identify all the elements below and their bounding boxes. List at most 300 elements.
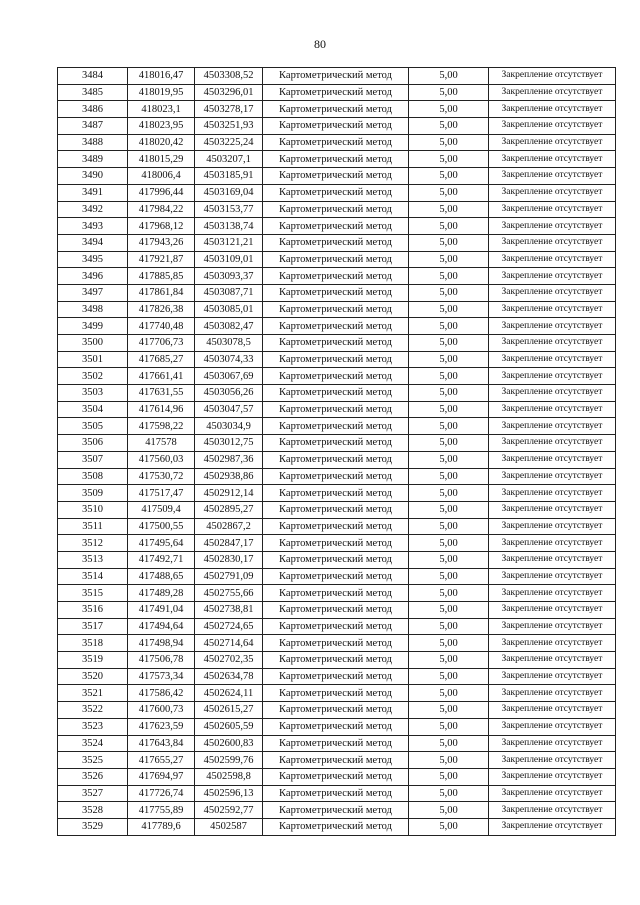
x-coordinate-cell: 417706,73 xyxy=(128,335,195,352)
x-coordinate-cell: 417921,87 xyxy=(128,251,195,268)
table-row xyxy=(58,201,616,218)
method-cell: Картометрический метод xyxy=(263,585,409,602)
accuracy-cell: 5,00 xyxy=(409,785,489,802)
fixation-cell: Закрепление отсутствует xyxy=(489,251,616,268)
fixation-cell: Закрепление отсутствует xyxy=(489,501,616,518)
x-coordinate-cell: 417500,55 xyxy=(128,518,195,535)
table-row xyxy=(58,218,616,235)
table-row xyxy=(58,351,616,368)
x-coordinate-cell: 417655,27 xyxy=(128,752,195,769)
accuracy-cell: 5,00 xyxy=(409,768,489,785)
y-coordinate-cell: 4502605,59 xyxy=(195,718,263,735)
point-number-cell: 3527 xyxy=(58,785,128,802)
table-row xyxy=(58,718,616,735)
y-coordinate-cell: 4503251,93 xyxy=(195,118,263,135)
point-number-cell: 3515 xyxy=(58,585,128,602)
y-coordinate-cell: 4502724,65 xyxy=(195,618,263,635)
y-coordinate-cell: 4503308,52 xyxy=(195,68,263,85)
method-cell: Картометрический метод xyxy=(263,251,409,268)
fixation-cell: Закрепление отсутствует xyxy=(489,635,616,652)
table-row xyxy=(58,635,616,652)
method-cell: Картометрический метод xyxy=(263,702,409,719)
method-cell: Картометрический метод xyxy=(263,118,409,135)
fixation-cell: Закрепление отсутствует xyxy=(489,101,616,118)
table-row xyxy=(58,551,616,568)
method-cell: Картометрический метод xyxy=(263,301,409,318)
table-row xyxy=(58,168,616,185)
point-number-cell: 3505 xyxy=(58,418,128,435)
accuracy-cell: 5,00 xyxy=(409,301,489,318)
x-coordinate-cell: 417755,89 xyxy=(128,802,195,819)
y-coordinate-cell: 4502624,11 xyxy=(195,685,263,702)
fixation-cell: Закрепление отсутствует xyxy=(489,218,616,235)
x-coordinate-cell: 417826,38 xyxy=(128,301,195,318)
fixation-cell: Закрепление отсутствует xyxy=(489,335,616,352)
x-coordinate-cell: 417885,85 xyxy=(128,268,195,285)
point-number-cell: 3484 xyxy=(58,68,128,85)
accuracy-cell: 5,00 xyxy=(409,818,489,835)
fixation-cell: Закрепление отсутствует xyxy=(489,318,616,335)
table-row xyxy=(58,568,616,585)
accuracy-cell: 5,00 xyxy=(409,284,489,301)
table-row xyxy=(58,501,616,518)
fixation-cell: Закрепление отсутствует xyxy=(489,685,616,702)
x-coordinate-cell: 417623,59 xyxy=(128,718,195,735)
y-coordinate-cell: 4503225,24 xyxy=(195,134,263,151)
y-coordinate-cell: 4502598,8 xyxy=(195,768,263,785)
point-number-cell: 3513 xyxy=(58,551,128,568)
point-number-cell: 3500 xyxy=(58,335,128,352)
accuracy-cell: 5,00 xyxy=(409,551,489,568)
point-number-cell: 3497 xyxy=(58,284,128,301)
method-cell: Картометрический метод xyxy=(263,385,409,402)
method-cell: Картометрический метод xyxy=(263,602,409,619)
point-number-cell: 3508 xyxy=(58,468,128,485)
point-number-cell: 3487 xyxy=(58,118,128,135)
method-cell: Картометрический метод xyxy=(263,685,409,702)
accuracy-cell: 5,00 xyxy=(409,652,489,669)
fixation-cell: Закрепление отсутствует xyxy=(489,84,616,101)
point-number-cell: 3528 xyxy=(58,802,128,819)
fixation-cell: Закрепление отсутствует xyxy=(489,351,616,368)
y-coordinate-cell: 4502596,13 xyxy=(195,785,263,802)
y-coordinate-cell: 4502587 xyxy=(195,818,263,835)
y-coordinate-cell: 4503082,47 xyxy=(195,318,263,335)
method-cell: Картометрический метод xyxy=(263,818,409,835)
x-coordinate-cell: 418023,1 xyxy=(128,101,195,118)
point-number-cell: 3488 xyxy=(58,134,128,151)
x-coordinate-cell: 417494,64 xyxy=(128,618,195,635)
table-row xyxy=(58,818,616,835)
accuracy-cell: 5,00 xyxy=(409,485,489,502)
accuracy-cell: 5,00 xyxy=(409,618,489,635)
y-coordinate-cell: 4502755,66 xyxy=(195,585,263,602)
x-coordinate-cell: 417661,41 xyxy=(128,368,195,385)
fixation-cell: Закрепление отсутствует xyxy=(489,551,616,568)
method-cell: Картометрический метод xyxy=(263,485,409,502)
method-cell: Картометрический метод xyxy=(263,368,409,385)
accuracy-cell: 5,00 xyxy=(409,218,489,235)
y-coordinate-cell: 4503278,17 xyxy=(195,101,263,118)
accuracy-cell: 5,00 xyxy=(409,418,489,435)
fixation-cell: Закрепление отсутствует xyxy=(489,468,616,485)
method-cell: Картометрический метод xyxy=(263,318,409,335)
y-coordinate-cell: 4503034,9 xyxy=(195,418,263,435)
point-number-cell: 3518 xyxy=(58,635,128,652)
fixation-cell: Закрепление отсутствует xyxy=(489,535,616,552)
fixation-cell: Закрепление отсутствует xyxy=(489,568,616,585)
point-number-cell: 3529 xyxy=(58,818,128,835)
method-cell: Картометрический метод xyxy=(263,501,409,518)
method-cell: Картометрический метод xyxy=(263,468,409,485)
accuracy-cell: 5,00 xyxy=(409,535,489,552)
y-coordinate-cell: 4502791,09 xyxy=(195,568,263,585)
method-cell: Картометрический метод xyxy=(263,535,409,552)
x-coordinate-cell: 417996,44 xyxy=(128,184,195,201)
accuracy-cell: 5,00 xyxy=(409,518,489,535)
y-coordinate-cell: 4503185,91 xyxy=(195,168,263,185)
accuracy-cell: 5,00 xyxy=(409,718,489,735)
point-number-cell: 3486 xyxy=(58,101,128,118)
x-coordinate-cell: 417495,64 xyxy=(128,535,195,552)
method-cell: Картометрический метод xyxy=(263,768,409,785)
y-coordinate-cell: 4503138,74 xyxy=(195,218,263,235)
point-number-cell: 3524 xyxy=(58,735,128,752)
x-coordinate-cell: 417614,96 xyxy=(128,401,195,418)
method-cell: Картометрический метод xyxy=(263,84,409,101)
table-row xyxy=(58,535,616,552)
table-row xyxy=(58,735,616,752)
table-row xyxy=(58,385,616,402)
point-number-cell: 3506 xyxy=(58,435,128,452)
point-number-cell: 3496 xyxy=(58,268,128,285)
x-coordinate-cell: 417498,94 xyxy=(128,635,195,652)
point-number-cell: 3503 xyxy=(58,385,128,402)
fixation-cell: Закрепление отсутствует xyxy=(489,802,616,819)
point-number-cell: 3502 xyxy=(58,368,128,385)
method-cell: Картометрический метод xyxy=(263,785,409,802)
y-coordinate-cell: 4503121,21 xyxy=(195,234,263,251)
table-row xyxy=(58,702,616,719)
point-number-cell: 3516 xyxy=(58,602,128,619)
point-number-cell: 3495 xyxy=(58,251,128,268)
table-row xyxy=(58,618,616,635)
fixation-cell: Закрепление отсутствует xyxy=(489,668,616,685)
point-number-cell: 3491 xyxy=(58,184,128,201)
fixation-cell: Закрепление отсутствует xyxy=(489,818,616,835)
method-cell: Картометрический метод xyxy=(263,134,409,151)
y-coordinate-cell: 4502847,17 xyxy=(195,535,263,552)
table-row xyxy=(58,284,616,301)
method-cell: Картометрический метод xyxy=(263,418,409,435)
fixation-cell: Закрепление отсутствует xyxy=(489,301,616,318)
fixation-cell: Закрепление отсутствует xyxy=(489,518,616,535)
method-cell: Картометрический метод xyxy=(263,652,409,669)
point-number-cell: 3522 xyxy=(58,702,128,719)
method-cell: Картометрический метод xyxy=(263,268,409,285)
method-cell: Картометрический метод xyxy=(263,718,409,735)
x-coordinate-cell: 417488,65 xyxy=(128,568,195,585)
y-coordinate-cell: 4502600,83 xyxy=(195,735,263,752)
x-coordinate-cell: 418019,95 xyxy=(128,84,195,101)
method-cell: Картометрический метод xyxy=(263,168,409,185)
x-coordinate-cell: 417861,84 xyxy=(128,284,195,301)
method-cell: Картометрический метод xyxy=(263,735,409,752)
fixation-cell: Закрепление отсутствует xyxy=(489,168,616,185)
point-number-cell: 3523 xyxy=(58,718,128,735)
point-number-cell: 3525 xyxy=(58,752,128,769)
y-coordinate-cell: 4503078,5 xyxy=(195,335,263,352)
y-coordinate-cell: 4502912,14 xyxy=(195,485,263,502)
y-coordinate-cell: 4503169,04 xyxy=(195,184,263,201)
x-coordinate-cell: 418020,42 xyxy=(128,134,195,151)
x-coordinate-cell: 417600,73 xyxy=(128,702,195,719)
x-coordinate-cell: 417517,47 xyxy=(128,485,195,502)
accuracy-cell: 5,00 xyxy=(409,101,489,118)
accuracy-cell: 5,00 xyxy=(409,351,489,368)
accuracy-cell: 5,00 xyxy=(409,234,489,251)
accuracy-cell: 5,00 xyxy=(409,184,489,201)
coordinates-table-body xyxy=(58,68,616,836)
accuracy-cell: 5,00 xyxy=(409,335,489,352)
fixation-cell: Закрепление отсутствует xyxy=(489,151,616,168)
fixation-cell: Закрепление отсутствует xyxy=(489,118,616,135)
table-row xyxy=(58,368,616,385)
x-coordinate-cell: 418016,47 xyxy=(128,68,195,85)
accuracy-cell: 5,00 xyxy=(409,602,489,619)
fixation-cell: Закрепление отсутствует xyxy=(489,385,616,402)
fixation-cell: Закрепление отсутствует xyxy=(489,735,616,752)
table-row xyxy=(58,151,616,168)
table-row xyxy=(58,585,616,602)
point-number-cell: 3521 xyxy=(58,685,128,702)
accuracy-cell: 5,00 xyxy=(409,168,489,185)
table-row xyxy=(58,785,616,802)
method-cell: Картометрический метод xyxy=(263,335,409,352)
accuracy-cell: 5,00 xyxy=(409,752,489,769)
table-row xyxy=(58,685,616,702)
method-cell: Картометрический метод xyxy=(263,451,409,468)
method-cell: Картометрический метод xyxy=(263,635,409,652)
fixation-cell: Закрепление отсутствует xyxy=(489,435,616,452)
fixation-cell: Закрепление отсутствует xyxy=(489,268,616,285)
accuracy-cell: 5,00 xyxy=(409,802,489,819)
accuracy-cell: 5,00 xyxy=(409,668,489,685)
fixation-cell: Закрепление отсутствует xyxy=(489,485,616,502)
accuracy-cell: 5,00 xyxy=(409,635,489,652)
x-coordinate-cell: 417726,74 xyxy=(128,785,195,802)
table-row xyxy=(58,652,616,669)
table-row xyxy=(58,268,616,285)
fixation-cell: Закрепление отсутствует xyxy=(489,68,616,85)
y-coordinate-cell: 4502714,64 xyxy=(195,635,263,652)
fixation-cell: Закрепление отсутствует xyxy=(489,234,616,251)
accuracy-cell: 5,00 xyxy=(409,685,489,702)
table-row xyxy=(58,518,616,535)
table-row xyxy=(58,234,616,251)
point-number-cell: 3526 xyxy=(58,768,128,785)
table-row xyxy=(58,451,616,468)
table-row xyxy=(58,68,616,85)
fixation-cell: Закрепление отсутствует xyxy=(489,368,616,385)
x-coordinate-cell: 418015,29 xyxy=(128,151,195,168)
method-cell: Картометрический метод xyxy=(263,802,409,819)
y-coordinate-cell: 4502592,77 xyxy=(195,802,263,819)
point-number-cell: 3498 xyxy=(58,301,128,318)
table-row xyxy=(58,251,616,268)
method-cell: Картометрический метод xyxy=(263,351,409,368)
accuracy-cell: 5,00 xyxy=(409,134,489,151)
point-number-cell: 3492 xyxy=(58,201,128,218)
accuracy-cell: 5,00 xyxy=(409,318,489,335)
accuracy-cell: 5,00 xyxy=(409,368,489,385)
method-cell: Картометрический метод xyxy=(263,284,409,301)
table-row xyxy=(58,435,616,452)
fixation-cell: Закрепление отсутствует xyxy=(489,585,616,602)
fixation-cell: Закрепление отсутствует xyxy=(489,184,616,201)
table-row xyxy=(58,84,616,101)
point-number-cell: 3494 xyxy=(58,234,128,251)
point-number-cell: 3504 xyxy=(58,401,128,418)
accuracy-cell: 5,00 xyxy=(409,251,489,268)
x-coordinate-cell: 417506,78 xyxy=(128,652,195,669)
accuracy-cell: 5,00 xyxy=(409,568,489,585)
method-cell: Картометрический метод xyxy=(263,218,409,235)
y-coordinate-cell: 4503087,71 xyxy=(195,284,263,301)
table-row xyxy=(58,802,616,819)
point-number-cell: 3520 xyxy=(58,668,128,685)
fixation-cell: Закрепление отсутствует xyxy=(489,451,616,468)
y-coordinate-cell: 4503012,75 xyxy=(195,435,263,452)
y-coordinate-cell: 4503085,01 xyxy=(195,301,263,318)
method-cell: Картометрический метод xyxy=(263,518,409,535)
point-number-cell: 3485 xyxy=(58,84,128,101)
y-coordinate-cell: 4503056,26 xyxy=(195,385,263,402)
y-coordinate-cell: 4503074,33 xyxy=(195,351,263,368)
x-coordinate-cell: 417586,42 xyxy=(128,685,195,702)
table-row xyxy=(58,768,616,785)
accuracy-cell: 5,00 xyxy=(409,451,489,468)
x-coordinate-cell: 417573,34 xyxy=(128,668,195,685)
y-coordinate-cell: 4503067,69 xyxy=(195,368,263,385)
point-number-cell: 3499 xyxy=(58,318,128,335)
x-coordinate-cell: 417643,84 xyxy=(128,735,195,752)
fixation-cell: Закрепление отсутствует xyxy=(489,401,616,418)
x-coordinate-cell: 417694,97 xyxy=(128,768,195,785)
fixation-cell: Закрепление отсутствует xyxy=(489,418,616,435)
table-row xyxy=(58,752,616,769)
y-coordinate-cell: 4503296,01 xyxy=(195,84,263,101)
y-coordinate-cell: 4502738,81 xyxy=(195,602,263,619)
x-coordinate-cell: 417489,28 xyxy=(128,585,195,602)
fixation-cell: Закрепление отсутствует xyxy=(489,785,616,802)
accuracy-cell: 5,00 xyxy=(409,501,489,518)
fixation-cell: Закрепление отсутствует xyxy=(489,134,616,151)
accuracy-cell: 5,00 xyxy=(409,118,489,135)
fixation-cell: Закрепление отсутствует xyxy=(489,702,616,719)
y-coordinate-cell: 4502615,27 xyxy=(195,702,263,719)
x-coordinate-cell: 417685,27 xyxy=(128,351,195,368)
method-cell: Картометрический метод xyxy=(263,568,409,585)
accuracy-cell: 5,00 xyxy=(409,468,489,485)
table-row xyxy=(58,301,616,318)
accuracy-cell: 5,00 xyxy=(409,201,489,218)
table-row xyxy=(58,418,616,435)
y-coordinate-cell: 4503109,01 xyxy=(195,251,263,268)
fixation-cell: Закрепление отсутствует xyxy=(489,201,616,218)
table-row xyxy=(58,485,616,502)
method-cell: Картометрический метод xyxy=(263,618,409,635)
fixation-cell: Закрепление отсутствует xyxy=(489,718,616,735)
table-row xyxy=(58,401,616,418)
table-row xyxy=(58,468,616,485)
method-cell: Картометрический метод xyxy=(263,201,409,218)
point-number-cell: 3489 xyxy=(58,151,128,168)
point-number-cell: 3493 xyxy=(58,218,128,235)
point-number-cell: 3511 xyxy=(58,518,128,535)
x-coordinate-cell: 417740,48 xyxy=(128,318,195,335)
x-coordinate-cell: 417943,26 xyxy=(128,234,195,251)
x-coordinate-cell: 417984,22 xyxy=(128,201,195,218)
accuracy-cell: 5,00 xyxy=(409,268,489,285)
point-number-cell: 3490 xyxy=(58,168,128,185)
method-cell: Картометрический метод xyxy=(263,68,409,85)
point-number-cell: 3519 xyxy=(58,652,128,669)
method-cell: Картометрический метод xyxy=(263,184,409,201)
accuracy-cell: 5,00 xyxy=(409,585,489,602)
x-coordinate-cell: 417578 xyxy=(128,435,195,452)
x-coordinate-cell: 418023,95 xyxy=(128,118,195,135)
accuracy-cell: 5,00 xyxy=(409,735,489,752)
x-coordinate-cell: 417789,6 xyxy=(128,818,195,835)
y-coordinate-cell: 4503207,1 xyxy=(195,151,263,168)
fixation-cell: Закрепление отсутствует xyxy=(489,652,616,669)
fixation-cell: Закрепление отсутствует xyxy=(489,602,616,619)
method-cell: Картометрический метод xyxy=(263,668,409,685)
method-cell: Картометрический метод xyxy=(263,101,409,118)
accuracy-cell: 5,00 xyxy=(409,151,489,168)
y-coordinate-cell: 4502867,2 xyxy=(195,518,263,535)
point-number-cell: 3517 xyxy=(58,618,128,635)
table-row xyxy=(58,134,616,151)
table-row xyxy=(58,318,616,335)
method-cell: Картометрический метод xyxy=(263,401,409,418)
method-cell: Картометрический метод xyxy=(263,551,409,568)
x-coordinate-cell: 417492,71 xyxy=(128,551,195,568)
y-coordinate-cell: 4502634,78 xyxy=(195,668,263,685)
point-number-cell: 3510 xyxy=(58,501,128,518)
fixation-cell: Закрепление отсутствует xyxy=(489,284,616,301)
y-coordinate-cell: 4503093,37 xyxy=(195,268,263,285)
table-row xyxy=(58,668,616,685)
accuracy-cell: 5,00 xyxy=(409,68,489,85)
y-coordinate-cell: 4502702,35 xyxy=(195,652,263,669)
fixation-cell: Закрепление отсутствует xyxy=(489,618,616,635)
table-row xyxy=(58,101,616,118)
y-coordinate-cell: 4502895,27 xyxy=(195,501,263,518)
accuracy-cell: 5,00 xyxy=(409,84,489,101)
fixation-cell: Закрепление отсутствует xyxy=(489,768,616,785)
fixation-cell: Закрепление отсутствует xyxy=(489,752,616,769)
y-coordinate-cell: 4503153,77 xyxy=(195,201,263,218)
accuracy-cell: 5,00 xyxy=(409,702,489,719)
coordinates-table xyxy=(57,67,616,836)
table-row xyxy=(58,335,616,352)
accuracy-cell: 5,00 xyxy=(409,435,489,452)
point-number-cell: 3509 xyxy=(58,485,128,502)
point-number-cell: 3512 xyxy=(58,535,128,552)
method-cell: Картометрический метод xyxy=(263,752,409,769)
